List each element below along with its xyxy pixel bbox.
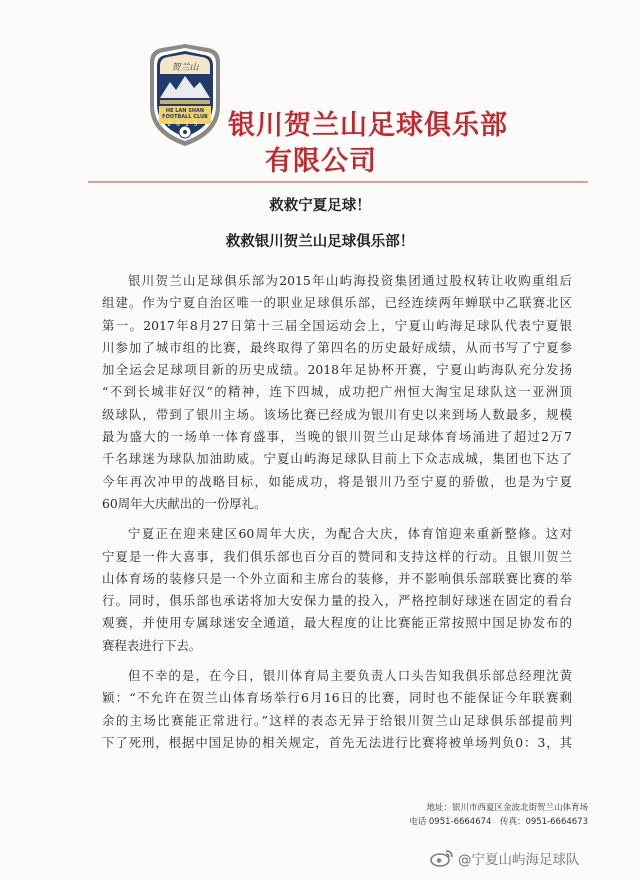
logo-text: HE LAN SHAN FOOTBALL CLUB: [162, 108, 208, 120]
text-line: 千名球迷为球队加油助威。宁夏山屿海足球队目前上下众志成城，集团也下达了: [102, 451, 572, 467]
footer-address: 地址：银川市西夏区金波北街贺兰山体育场: [426, 803, 588, 813]
text-line: 余的主场比赛能正常进行。”这样的表态无异于给银川贺兰山足球俱乐部提前判: [102, 712, 572, 728]
letter-body: [102, 270, 572, 762]
text-line: 银川贺兰山足球俱乐部为2015年山屿海投资集团通过股权转让收购重组后: [128, 273, 572, 288]
text-line: 组建。作为宁夏自治区唯一的职业足球俱乐部，已经连续两年蝉联中乙联赛北区: [102, 295, 572, 311]
text-line: 宁夏正在迎来建区60周年大庆，为配合大庆，体育馆迎来重新整修。这对: [128, 526, 572, 542]
text-line: 第一。2017年8月27日第十三届全国运动会上，宁夏山屿海足球队代表宁夏银: [102, 317, 572, 333]
text-line: 60周年大庆献出的一份厚礼。: [102, 495, 267, 511]
text-line: 川参加了城市组的比赛，最终取得了第四名的历史最好成绩，从而书写了宁夏参: [102, 339, 572, 355]
logo-year: 2015: [167, 121, 203, 128]
text-line: “不到长城非好汉”的精神，连下四城，成功把广州恒大淘宝足球队这一亚洲顶: [102, 384, 572, 400]
letter-footer: [0, 801, 588, 829]
letter-title-2: 救救银川贺兰山足球俱乐部！: [225, 234, 415, 250]
paragraph-3: [102, 665, 572, 754]
text-line: 加全运会足球项目新的历史成绩。2018年足协杯开赛，宁夏山屿海队充分发扬: [102, 362, 572, 378]
text-line: 赛程表进行下去。: [102, 637, 202, 653]
text-line: 级球队，带到了银川主场。该场比赛已经成为银川有史以来到场人数最多，规模: [102, 406, 572, 422]
company-name-line2: 有限公司: [265, 146, 377, 177]
footer-phone: 电话 0951-6664674 传真：0951-6664673: [409, 817, 588, 827]
weibo-icon: [430, 849, 454, 867]
letterhead-divider: [88, 181, 588, 183]
text-line: 宁夏是一件大喜事，我们俱乐部也百分百的赞同和支持这样的行动。且银川贺兰: [102, 548, 572, 564]
letter-title-1: 救救宁夏足球！: [269, 198, 371, 214]
text-line: 山体育场的装修只是一个外立面和主席台的装修，并不影响俱乐部联赛比赛的举: [102, 570, 572, 586]
company-name-line1: 银川贺兰山足球俱乐部: [228, 110, 508, 141]
paragraph-1: [102, 270, 572, 515]
text-line: 最为盛大的一场单一体育盛事，当晚的银川贺兰山足球体育场涌进了超过2万7: [102, 429, 572, 445]
watermark-text: @宁夏山屿海足球队: [458, 852, 580, 868]
weibo-watermark: [430, 848, 580, 868]
text-line: 今年再次冲甲的战略目标，如能成功，将是银川乃至宁夏的骄傲，也是为宁夏: [102, 473, 572, 489]
text-line: 但不幸的是，在今日，银川体育局主要负责人口头告知我俱乐部总经理沈黄: [128, 668, 572, 684]
text-line: 观赛，并使用专属球迷安全通道，最大程度的让比赛能正常按照中国足协发布的: [102, 615, 572, 631]
club-logo: [146, 42, 224, 148]
logo-script: 贺兰山: [171, 63, 199, 73]
paragraph-2: [102, 523, 572, 657]
text-line: 行。同时，俱乐部也承诺将加大安保力量的投入，严格控制好球迷在固定的看台: [102, 593, 572, 609]
text-line: 颖：“不允许在贺兰山体育场举行6月16日的比赛，同时也不能保证今年联赛剩: [102, 690, 572, 706]
text-line: 下了死刑，根据中国足协的相关规定，首先无法进行比赛将被单场判负0：3，其: [102, 734, 572, 750]
